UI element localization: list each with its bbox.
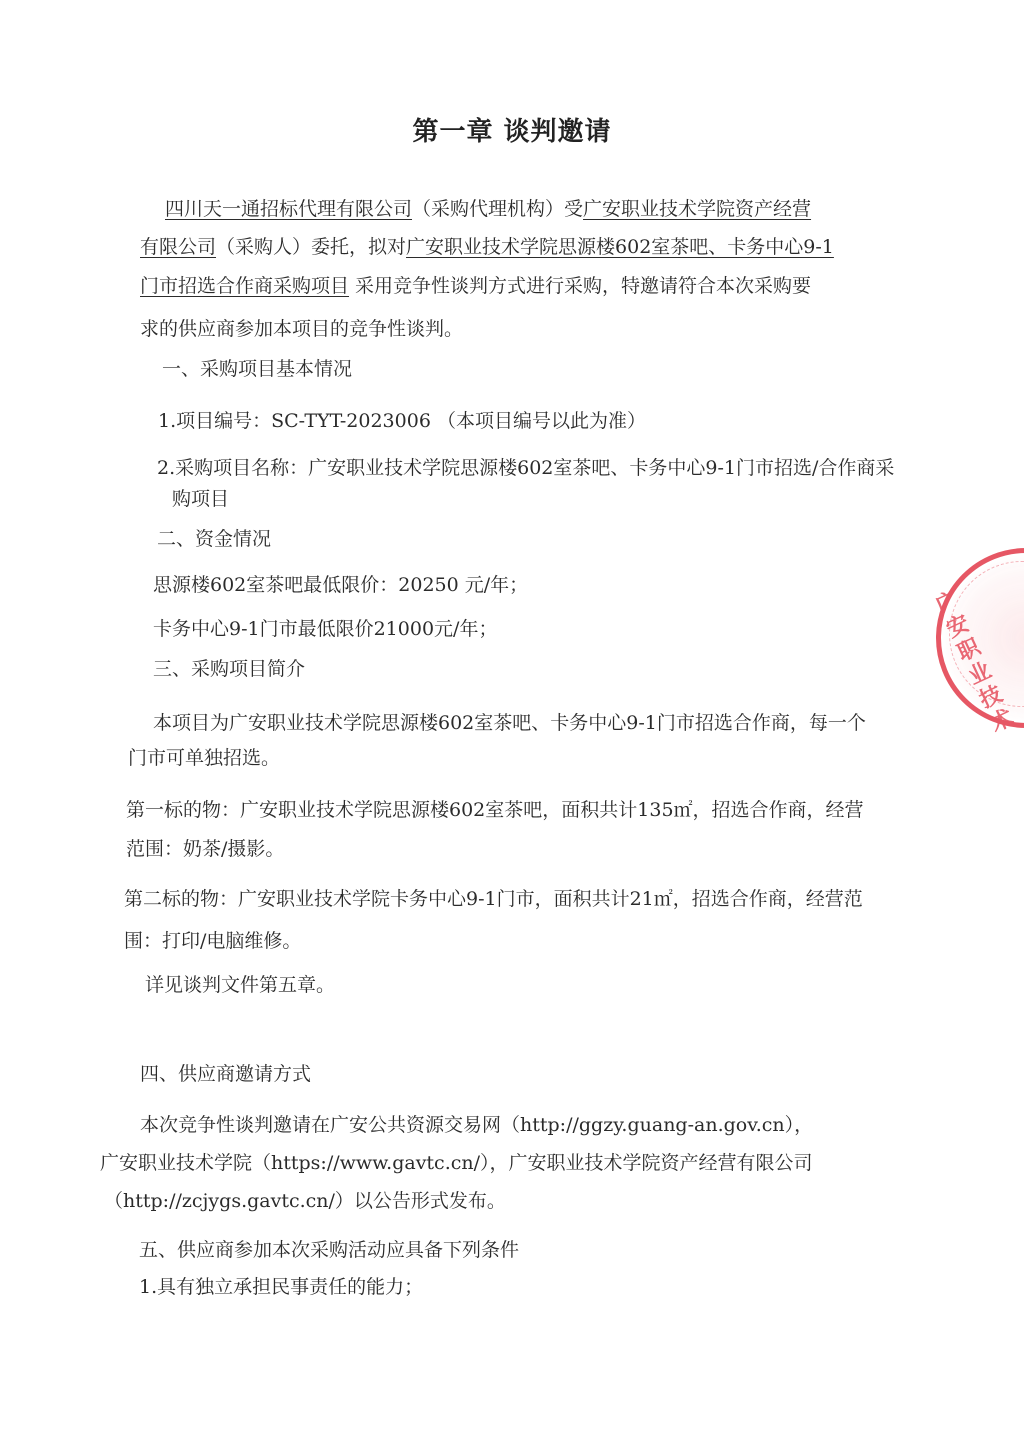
agency-name: 四川天一通招标代理有限公司 [165, 198, 413, 220]
summary-line-1: 本项目为广安职业技术学院思源楼602室茶吧、卡务中心9-1门市招选合作商，每一个 [153, 712, 866, 734]
section-heading-4: 四、供应商邀请方式 [140, 1063, 312, 1085]
invitation-line-2: 广安职业技术学院（https://www.gavtc.cn/），广安职业技术学院资产经营有限公司 [100, 1152, 813, 1174]
invitation-line-1: 本次竞争性谈判邀请在广安公共资源交易网（http://ggzy.guang-an.gov.cn）， [140, 1114, 814, 1136]
section-heading-3: 三、采购项目简介 [153, 658, 306, 680]
project-name-part2: 门市招选合作商采购项目 [140, 275, 350, 297]
price-limit-tea-bar: 思源楼602室茶吧最低限价：20250 元/年； [153, 574, 529, 596]
section-heading-1: 一、采购项目基本情况 [162, 358, 353, 380]
invitation-line-3: （http://zcjygs.gavtc.cn/）以公告形式发布。 [104, 1190, 506, 1212]
seal-text: 广安职业技术 [931, 587, 1018, 738]
purchaser-name-part2: 有限公司 [140, 236, 217, 258]
lot2-line-1: 第二标的物：广安职业技术学院卡务中心9-1门市，面积共计21㎡，招选合作商，经营范 [124, 888, 863, 910]
purchaser-name-part1: 广安职业技术学院资产经营 [583, 198, 812, 220]
agency-role: （采购代理机构）受 [412, 198, 584, 220]
section-heading-2: 二、资金情况 [157, 528, 272, 550]
project-name-part1: 广安职业技术学院思源楼602室茶吧、卡务中心9-1 [406, 236, 834, 258]
project-number: 1.项目编号：SC-TYT-2023006 （本项目编号以此为准） [158, 410, 646, 432]
intro-line-2 [140, 234, 834, 260]
see-chapter-five: 详见谈判文件第五章。 [145, 974, 336, 996]
intro-line-1 [165, 196, 811, 222]
section-heading-5: 五、供应商参加本次采购活动应具备下列条件 [139, 1239, 520, 1261]
lot2-line-2: 围：打印/电脑维修。 [124, 930, 302, 952]
project-name-line-1: 2.采购项目名称：广安职业技术学院思源楼602室茶吧、卡务中心9-1门市招选/合作商采 [157, 457, 895, 479]
lot1-line-1: 第一标的物：广安职业技术学院思源楼602室茶吧，面积共计135㎡，招选合作商，经营 [126, 799, 864, 821]
project-name-line-2: 购项目 [172, 488, 230, 510]
intro-line-4: 求的供应商参加本项目的竞争性谈判。 [140, 318, 464, 340]
summary-line-2: 门市可单独招选。 [128, 747, 281, 769]
condition-item-1: 1.具有独立承担民事责任的能力； [139, 1276, 424, 1298]
page-title: 第一章 谈判邀请 [412, 117, 612, 147]
official-seal [931, 548, 1024, 738]
procurement-method: 采用竞争性谈判方式进行采购，特邀请符合本次采购要 [349, 275, 812, 297]
lot1-line-2: 范围：奶茶/摄影。 [126, 838, 285, 860]
price-limit-card-center: 卡务中心9-1门市最低限价21000元/年； [153, 618, 498, 640]
purchaser-role: （采购人）委托，拟对 [216, 236, 407, 258]
intro-line-3 [140, 273, 811, 299]
